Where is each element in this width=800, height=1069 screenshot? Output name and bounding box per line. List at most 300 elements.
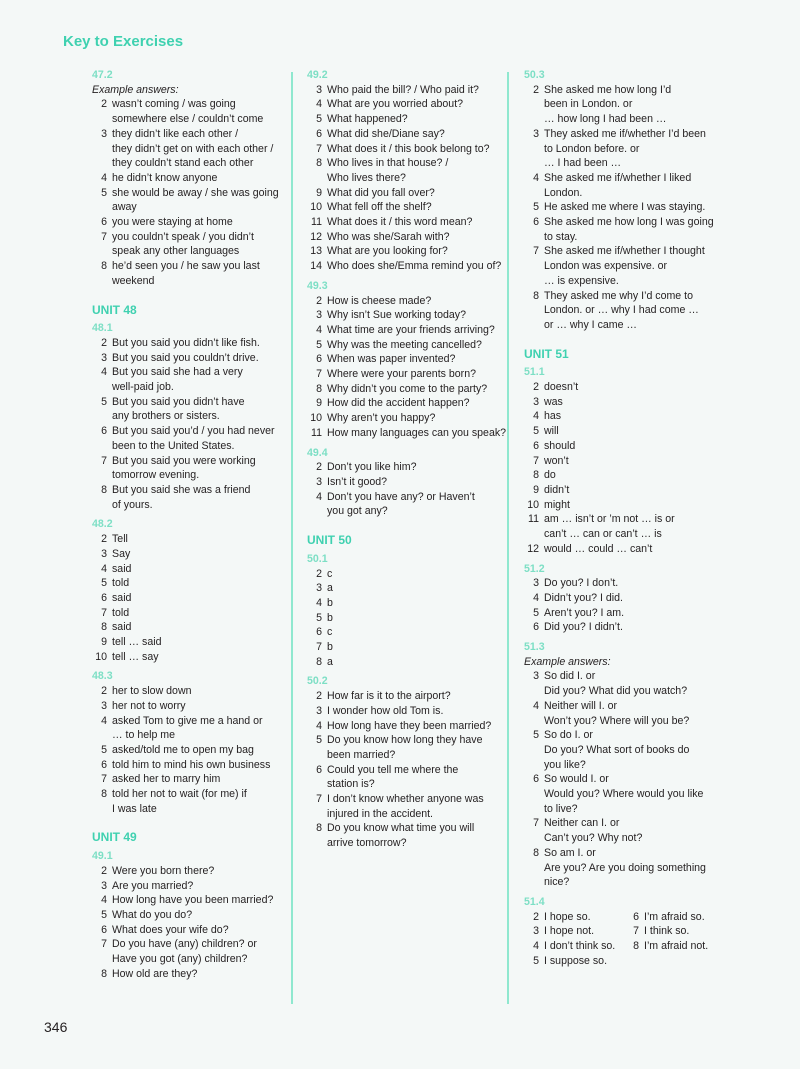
answer-number: 8 <box>533 289 539 302</box>
exercise-number: 51.4 <box>524 895 545 908</box>
answer-row <box>307 294 507 309</box>
answer-number: 6 <box>101 758 107 771</box>
answer-number: 7 <box>533 245 539 258</box>
answer-line: But you said she was a friend <box>112 483 251 496</box>
answer-text <box>112 532 287 547</box>
answer-line: Why was the meeting cancelled? <box>327 338 482 351</box>
answer-text <box>544 620 774 635</box>
answer-number: 2 <box>101 533 107 546</box>
answer-text <box>327 625 507 640</box>
answer-text <box>544 439 774 454</box>
answer-text <box>327 655 507 670</box>
answer-line: Isn’t it good? <box>327 475 388 488</box>
answer-line: would … could … can’t <box>544 542 653 555</box>
answer-text <box>544 591 774 606</box>
answer-text <box>327 411 507 426</box>
answer-text <box>327 200 507 215</box>
answer-line: Why isn’t Sue working today? <box>327 309 466 322</box>
answer-text <box>544 924 624 939</box>
answer-line: told <box>112 606 130 619</box>
answer-line: to London before. or <box>544 142 640 155</box>
answer-text <box>112 606 287 621</box>
answer-line: b <box>327 611 333 624</box>
answer-number: 4 <box>316 596 322 609</box>
answer-number: 8 <box>316 822 322 835</box>
answer-line: away <box>112 201 137 214</box>
answer-text <box>112 714 287 743</box>
answer-line: arrive tomorrow? <box>327 837 407 850</box>
answer-line: London. <box>544 186 583 199</box>
answer-number: 13 <box>310 245 322 258</box>
answer-number: 7 <box>101 606 107 619</box>
answer-line: told <box>112 577 130 590</box>
answer-text <box>327 611 507 626</box>
answer-row <box>307 127 507 142</box>
answer-text <box>112 454 287 483</box>
answer-text <box>327 127 507 142</box>
answer-number: 7 <box>316 142 322 155</box>
answer-number: 6 <box>533 773 539 786</box>
answer-row <box>307 475 507 490</box>
answer-number: 7 <box>316 641 322 654</box>
answer-column-1 <box>92 68 287 981</box>
answer-number: 4 <box>316 719 322 732</box>
answer-line: Tell <box>112 533 128 546</box>
answer-pair <box>524 939 774 954</box>
exercise-number: 48.2 <box>92 518 113 531</box>
answer-row <box>92 620 287 635</box>
answer-row <box>92 743 287 758</box>
answer-line: didn’t <box>544 483 570 496</box>
answer-row <box>307 763 507 792</box>
answer-row <box>524 215 774 244</box>
answer-row <box>92 336 287 351</box>
answer-line: But you said you didn’t like fish. <box>112 336 260 349</box>
answer-pair <box>524 954 774 969</box>
page-header: Key to Exercises <box>63 33 184 50</box>
answer-text <box>112 230 287 259</box>
answer-text <box>544 127 774 171</box>
answer-line: weekend <box>112 274 155 287</box>
answer-row <box>307 596 507 611</box>
answer-row <box>92 787 287 816</box>
answer-line: I think so. <box>644 925 690 938</box>
answer-line: … how long I had been … <box>544 113 667 126</box>
answer-number: 10 <box>310 201 322 214</box>
answer-number: 12 <box>527 542 539 555</box>
answer-row <box>307 142 507 157</box>
answer-number: 5 <box>533 729 539 742</box>
answer-text <box>544 380 774 395</box>
answer-line: speak any other languages <box>112 245 240 258</box>
answer-line: Are you? Are you doing something <box>544 861 706 874</box>
answer-text <box>327 352 507 367</box>
answer-row <box>307 460 507 475</box>
answer-row <box>92 893 287 908</box>
answer-line: injured in the accident. <box>327 807 434 820</box>
answer-line: any brothers or sisters. <box>112 410 220 423</box>
answer-number: 10 <box>310 412 322 425</box>
answer-text <box>544 424 774 439</box>
answer-row <box>92 635 287 650</box>
unit-heading: UNIT 48 <box>92 302 137 317</box>
answer-row <box>307 567 507 582</box>
answer-line: said <box>112 621 132 634</box>
answer-number: 2 <box>316 294 322 307</box>
answer-number: 4 <box>101 366 107 379</box>
answer-row <box>92 908 287 923</box>
exercise-number: 47.2 <box>92 69 113 81</box>
answer-row <box>307 490 507 519</box>
answer-text <box>544 954 624 969</box>
answer-line: can’t … can or can’t … is <box>544 528 662 541</box>
answer-text <box>544 454 774 469</box>
answer-row <box>524 576 774 591</box>
answer-line: Do you have (any) children? or <box>112 938 257 951</box>
answer-line: am … isn’t or ’m not … is or <box>544 513 675 526</box>
answer-line: you couldn’t speak / you didn’t <box>112 230 254 243</box>
answer-row <box>524 954 624 969</box>
answer-line: I don’t think so. <box>544 940 616 953</box>
answer-number: 3 <box>101 127 107 140</box>
answer-text <box>544 846 774 890</box>
answer-number: 2 <box>533 910 539 923</box>
answer-text <box>112 864 287 879</box>
answer-row <box>624 910 724 925</box>
answer-number: 2 <box>316 567 322 580</box>
answer-line: nice? <box>544 876 570 889</box>
answer-line: Why didn’t you come to the party? <box>327 382 488 395</box>
exercise-number: 51.2 <box>524 562 545 575</box>
answer-line: What time are your friends arriving? <box>327 323 495 336</box>
answer-row <box>524 846 774 890</box>
answer-text <box>327 323 507 338</box>
answer-line: might <box>544 498 570 511</box>
answer-row <box>524 127 774 171</box>
answer-text <box>112 483 287 512</box>
answer-text <box>112 186 287 215</box>
answer-number: 8 <box>316 157 322 170</box>
answer-row <box>524 772 774 816</box>
answer-row <box>92 562 287 577</box>
answer-line: … I had been … <box>544 157 622 170</box>
answer-line: asked/told me to open my bag <box>112 743 254 756</box>
answer-row <box>92 967 287 982</box>
answer-cell <box>524 939 624 954</box>
answer-line: Don’t you like him? <box>327 461 417 474</box>
answer-line: So would I. or <box>544 773 609 786</box>
exercise-number: 49.2 <box>307 69 328 81</box>
answer-number: 6 <box>101 923 107 936</box>
answer-text <box>112 336 287 351</box>
answer-number: 2 <box>533 83 539 96</box>
answer-text <box>327 704 507 719</box>
answer-text <box>544 200 774 215</box>
answer-number: 3 <box>533 670 539 683</box>
exercise-number: 49.1 <box>92 850 113 863</box>
answer-line: wasn’t coming / was going <box>112 98 236 111</box>
answer-line: Are you married? <box>112 879 194 892</box>
answer-line: Where were your parents born? <box>327 368 476 381</box>
answer-text <box>544 772 774 816</box>
example-note: Example answers: <box>524 655 611 668</box>
answer-row <box>307 186 507 201</box>
answer-row <box>307 821 507 850</box>
answer-text <box>327 640 507 655</box>
answer-line: has <box>544 410 562 423</box>
answer-row <box>524 728 774 772</box>
answer-line: said <box>112 591 132 604</box>
answer-line: … is expensive. <box>544 274 619 287</box>
answer-row <box>92 365 287 394</box>
answer-row <box>307 230 507 245</box>
answer-row <box>524 439 774 454</box>
answer-line: What does it / this word mean? <box>327 216 473 229</box>
answer-number: 6 <box>533 439 539 452</box>
answer-line: How far is it to the airport? <box>327 690 451 703</box>
answer-number: 8 <box>101 483 107 496</box>
answer-line: He asked me where I was staying. <box>544 201 706 214</box>
answer-line: of yours. <box>112 498 153 511</box>
answer-row <box>92 650 287 665</box>
answer-row <box>92 937 287 966</box>
answer-number: 6 <box>533 621 539 634</box>
answer-line: Don’t you have any? or Haven’t <box>327 490 475 503</box>
answer-row <box>307 382 507 397</box>
answer-line: What are you looking for? <box>327 245 448 258</box>
answer-row <box>307 308 507 323</box>
answer-number: 2 <box>316 690 322 703</box>
answer-text <box>644 910 724 925</box>
answer-line: Could you tell me where the <box>327 763 459 776</box>
answer-text <box>112 879 287 894</box>
answer-number: 5 <box>101 395 107 408</box>
answer-line: they didn’t like each other / <box>112 127 239 140</box>
answer-row <box>92 684 287 699</box>
answer-line: you were staying at home <box>112 216 233 229</box>
answer-number: 8 <box>101 621 107 634</box>
answer-line: What does your wife do? <box>112 923 229 936</box>
answer-row <box>524 699 774 728</box>
answer-line: I suppose so. <box>544 954 608 967</box>
answer-text <box>327 396 507 411</box>
answer-number: 5 <box>533 606 539 619</box>
answer-text <box>544 244 774 288</box>
answer-row <box>92 351 287 366</box>
answer-text <box>112 684 287 699</box>
answer-text <box>112 923 287 938</box>
answer-text <box>112 365 287 394</box>
answer-line: I hope so. <box>544 910 591 923</box>
answer-row <box>307 97 507 112</box>
answer-number: 3 <box>316 475 322 488</box>
answer-number: 8 <box>101 788 107 801</box>
answer-number: 5 <box>101 577 107 590</box>
answer-number: 3 <box>316 83 322 96</box>
answer-line: tell … say <box>112 650 159 663</box>
answer-row <box>307 426 507 441</box>
answer-number: 8 <box>316 382 322 395</box>
answer-row <box>524 395 774 410</box>
exercise-number: 50.2 <box>307 675 328 688</box>
answer-row <box>92 606 287 621</box>
answer-row <box>307 367 507 382</box>
answer-text <box>327 733 507 762</box>
answer-text <box>112 351 287 366</box>
answer-line: When was paper invented? <box>327 353 456 366</box>
answer-line: station is? <box>327 778 375 791</box>
answer-number: 4 <box>533 171 539 184</box>
exercise-number: 51.3 <box>524 641 545 654</box>
answer-text <box>544 171 774 200</box>
answer-line: Do you know how long they have <box>327 734 483 747</box>
answer-text <box>112 547 287 562</box>
answer-number: 4 <box>101 714 107 727</box>
answer-row <box>92 127 287 171</box>
answer-text <box>112 937 287 966</box>
answer-number: 7 <box>533 454 539 467</box>
answer-column-3 <box>524 68 774 968</box>
answer-number: 6 <box>633 910 639 923</box>
answer-text <box>544 728 774 772</box>
answer-number: 3 <box>533 577 539 590</box>
answer-text <box>544 498 774 513</box>
answer-row <box>307 640 507 655</box>
answer-number: 10 <box>527 498 539 511</box>
answer-row <box>524 512 774 541</box>
answer-line: But you said you couldn’t drive. <box>112 351 259 364</box>
answer-number: 11 <box>528 513 539 526</box>
answer-line: I hope not. <box>544 925 595 938</box>
answer-line: asked Tom to give me a hand or <box>112 714 263 727</box>
answer-number: 8 <box>633 940 639 953</box>
answer-text <box>327 230 507 245</box>
answer-cell <box>624 939 724 954</box>
answer-number: 5 <box>101 743 107 756</box>
answer-number: 7 <box>316 793 322 806</box>
answer-text <box>112 127 287 171</box>
answer-row <box>307 396 507 411</box>
answer-text <box>544 409 774 424</box>
answer-text <box>327 259 507 274</box>
answer-text <box>544 483 774 498</box>
unit-heading: UNIT 50 <box>307 533 352 548</box>
answer-text <box>112 908 287 923</box>
answer-line: Who does she/Emma remind you of? <box>327 260 502 273</box>
answer-text <box>327 792 507 821</box>
answer-row <box>307 625 507 640</box>
answer-cell <box>524 954 624 969</box>
answer-number: 4 <box>316 490 322 503</box>
answer-text <box>327 567 507 582</box>
answer-text <box>112 591 287 606</box>
answer-line: was <box>544 395 563 408</box>
answer-text <box>327 338 507 353</box>
answer-line: her to slow down <box>112 685 192 698</box>
answer-row <box>524 424 774 439</box>
answer-text <box>327 156 507 185</box>
answer-row <box>92 186 287 215</box>
answer-row <box>92 230 287 259</box>
exercise-number: 48.3 <box>92 670 113 683</box>
answer-line: Did you? What did you watch? <box>544 685 688 698</box>
answer-line: Why aren’t you happy? <box>327 412 436 425</box>
answer-line: She asked me if/whether I liked <box>544 171 692 184</box>
answer-number: 6 <box>316 626 322 639</box>
answer-number: 4 <box>101 171 107 184</box>
answer-number: 7 <box>101 454 107 467</box>
answer-text <box>544 669 774 698</box>
answer-row <box>92 395 287 424</box>
answer-number: 8 <box>101 260 107 273</box>
answer-row <box>524 171 774 200</box>
answer-text <box>644 939 724 954</box>
answer-number: 9 <box>533 483 539 496</box>
answer-row <box>307 112 507 127</box>
answer-line: Did you? I didn’t. <box>544 621 623 634</box>
answer-line: They asked me if/whether I’d been <box>544 127 706 140</box>
answer-number: 3 <box>316 704 322 717</box>
answer-line: said <box>112 562 132 575</box>
answer-number: 5 <box>316 338 322 351</box>
answer-text <box>327 186 507 201</box>
answer-text <box>544 576 774 591</box>
answer-row <box>524 483 774 498</box>
answer-number: 5 <box>101 908 107 921</box>
answer-number: 8 <box>533 846 539 859</box>
answer-number: 10 <box>95 650 107 663</box>
answer-line: She asked me how long I was going <box>544 216 714 229</box>
answer-row <box>92 591 287 606</box>
answer-number: 5 <box>533 201 539 214</box>
answer-text <box>112 650 287 665</box>
answer-row <box>307 156 507 185</box>
answer-text <box>327 83 507 98</box>
answer-text <box>544 395 774 410</box>
answer-line: won’t <box>544 454 569 467</box>
exercise-number: 49.4 <box>307 446 328 459</box>
answer-text <box>112 259 287 288</box>
answer-number: 8 <box>533 469 539 482</box>
answer-number: 7 <box>101 230 107 243</box>
answer-row <box>307 689 507 704</box>
answer-number: 2 <box>533 381 539 394</box>
answer-line: I’m afraid not. <box>644 940 709 953</box>
answer-pair <box>524 924 774 939</box>
answer-text <box>112 699 287 714</box>
answer-text <box>327 596 507 611</box>
answer-line: he didn’t know anyone <box>112 171 218 184</box>
answer-line: she would be away / she was going <box>112 186 279 199</box>
answer-row <box>307 733 507 762</box>
answer-line: So did I. or <box>544 670 596 683</box>
answer-text <box>544 816 774 845</box>
answer-text <box>112 772 287 787</box>
answer-text <box>644 924 724 939</box>
answer-number: 3 <box>533 925 539 938</box>
answer-number: 8 <box>101 967 107 980</box>
answer-number: 7 <box>633 925 639 938</box>
answer-number: 2 <box>101 864 107 877</box>
answer-number: 5 <box>316 113 322 126</box>
answer-line: you like? <box>544 758 586 771</box>
answer-line: Do you? What sort of books do <box>544 743 690 756</box>
answer-row <box>307 655 507 670</box>
answer-number: 3 <box>533 127 539 140</box>
answer-text <box>327 294 507 309</box>
answer-text <box>544 939 624 954</box>
page-number: 346 <box>44 1019 68 1035</box>
